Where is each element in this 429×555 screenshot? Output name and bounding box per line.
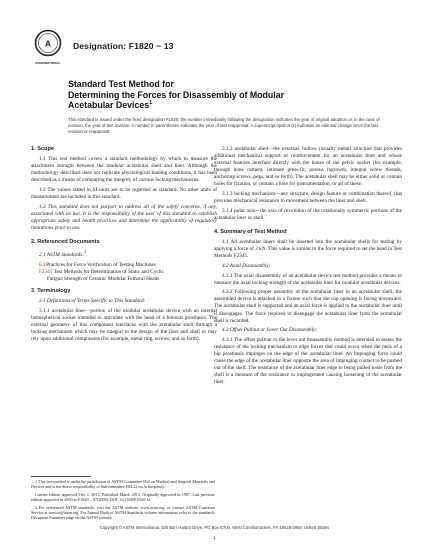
standard-note: This standard is issued under the fixed designation F1820; the number immediately following the designation indicates the year of original adoption or, in the case of revision, the year of last revision. A number in parentheses indicates the year of last reapproval. A superscript epsilon (ε) indicates an editorial change since the last revision or reapproval. (68, 117, 380, 135)
copyright-footer: Copyright © ASTM International, 100 Barr Harbor Drive, PO Box C700, West Conshohocken, PA 19428-2959. United States (99, 525, 330, 530)
paragraph: 3.1.2 acetabular shell—the external, hollow (usually metal) structure that provides additional mechanical support or reinforcement for an acetabular liner and whose external features interface directly with the bones of the pelvic socket (for example, through bone cement, intimate press-fit, porous ingrowth, integral screw threads, anchoring screws, pegs, and so forth). The acetabular shell may be either solid or contain holes for fixation, or contain a hole for instrumentation, or all of these. (214, 146, 402, 188)
reference-item (31, 269, 217, 276)
paragraph: 4.2.1 The axial disassembly of an acetabular device test method provides a means to measure the axial locking strength of the acetabular liner for modular acetabular devices. (214, 272, 402, 286)
designation: Designation: F1820 − 13 (73, 41, 174, 51)
svg-text:A: A (44, 38, 52, 49)
paragraph: 3.1 Definitions of Terms Specific to This Standard: (39, 297, 146, 304)
paragraph: 4.1 All acetabular liners shall be inserted into the acetabular shells for testing by applying a force of 2 kN. This value is similar to the force required to set the head in Test Methods F2345. (214, 239, 402, 260)
footnotes (31, 479, 215, 523)
title-line (68, 100, 368, 111)
footnote: 2 For referenced ASTM standards, visit the ASTM website, www.astm.org, or contact ASTM Customer Service at service@astm.org. For Annual Book of ASTM Standards volume information, refer to the standard's Document Summary page on the ASTM website. (31, 504, 215, 521)
section-heading: 2. Referenced Documents (31, 239, 100, 246)
left-column (31, 146, 217, 345)
page-number: 1 (213, 535, 216, 540)
paragraph: 4.2.2 Following proper assembly of the acetabular liner in an acetabular shell, the assembled device is attached to a fixture such that the cup opening is facing downward. The acetabular shell is supported and an axial force is applied to the acetabular liner until it disengages. The force required to disengage the acetabular liner from the acetabular shell is recorded. (214, 289, 402, 324)
paragraph: 4.3 Offset Pullout or Lever Out Disassembly: (222, 327, 318, 334)
footnote-divider (31, 476, 91, 477)
section-heading: 4. Summary of Test Method (214, 229, 287, 236)
reference-link[interactable]: F2345 (39, 268, 53, 275)
svg-text:INTERNATIONAL: INTERNATIONAL (35, 61, 61, 65)
reference-continuation: Fatigue Strength of Ceramic Modular Femoral Heads (47, 275, 160, 282)
reference-text: Practices for Force Verification of Testing Machines (46, 261, 156, 268)
reference-item (31, 262, 217, 269)
reference-text: Test Methods for Determination of Static and Cyclic (53, 268, 164, 275)
paragraph: 4.3.1 The offset pullout or the lever out disassembly method is intended to assess the resistance of the locking mechanism to edge forces that could occur when the neck of a hip prosthesis impinges on the edge of the acetabular liner. An impinging force could cause the edge of the acetabular liner opposite the area of impinging contact to be pushed out of the shell. The resistance of the acetabular liner edge to being pulled loose from the shell is a measure of the resistance to impingement causing loosening of the acetabular liner. (214, 336, 402, 386)
title-footnote-mark: 1 (149, 100, 153, 107)
footnote: Current edition approved Feb. 1, 2013. Published March 2013. Originally approved in 1997. Last previous edition approved in 2009 as F1820 – 97(2009). DOI: 10.1520/F1820-13. (31, 491, 215, 503)
document-title (68, 79, 368, 111)
section-heading: 1. Scope (31, 146, 55, 152)
paragraph: 3.1.1 acetabular liner—portion of the modular acetabular device with an internal hemispherical socket intended to articulate with the head of a femoral prosthesis. The external geometry of this component interfaces with the acetabular shell through a locking mechanism which may be integral to the design of the liner and shell or may rely upon additional components (for example, metal ring, screws, and so forth). (31, 307, 217, 342)
subsection-text: 2.1 ASTM Standards: (39, 252, 85, 259)
right-column (214, 146, 402, 389)
paragraph: 1.1 This test method covers a standard methodology by which to measure the attachment strength between the modular acetabular shell and liner. Although the methodology described does not replicate physiological loading conditions, it has been described as a means of comparing the integrity of various locking mechanisms. (31, 156, 217, 184)
paragraph: 3.1.3 locking mechanism—any structure, design feature or combination thereof, that provides mechanical resistance to movement between the liner and shell. (214, 190, 402, 204)
footnote: 1 This test method is under the jurisdiction of ASTM Committee F04 on Medical and Surgical Materials and Devices and is the direct responsibility of Subcommittee F04.22 on Arthroplasty. (31, 479, 215, 490)
title-line-text: Acetabular Devices (68, 100, 150, 110)
title-line: Standard Test Method for (68, 79, 174, 89)
paragraph: 1.3 This standard does not purport to address all of the safety concerns, if any, associated with its use. It is the responsibility of the user of this standard to establish appropriate safety and health practices and determine the applicability of regulatory limitations prior to use. (31, 203, 217, 231)
section-heading: 3. Terminology (31, 287, 71, 294)
paragraph: 4.2 Axial Disassembly: (222, 263, 271, 270)
paragraph (31, 249, 217, 259)
paragraph: 1.2 The values stated in SI units are to be regarded as standard. No other units of measurement are included in this standard. (31, 186, 217, 200)
reference-link[interactable]: E4 (39, 261, 45, 268)
title-line: Determining the Forces for Disassembly of Modular (68, 89, 285, 100)
footnote-mark: 2 (84, 250, 86, 255)
astm-logo-icon (33, 29, 63, 71)
paragraph: 3.1.4 polar axis—the axis of revolution of the rotationally symmetric portions of the acetabular liner or shell. (214, 207, 402, 221)
